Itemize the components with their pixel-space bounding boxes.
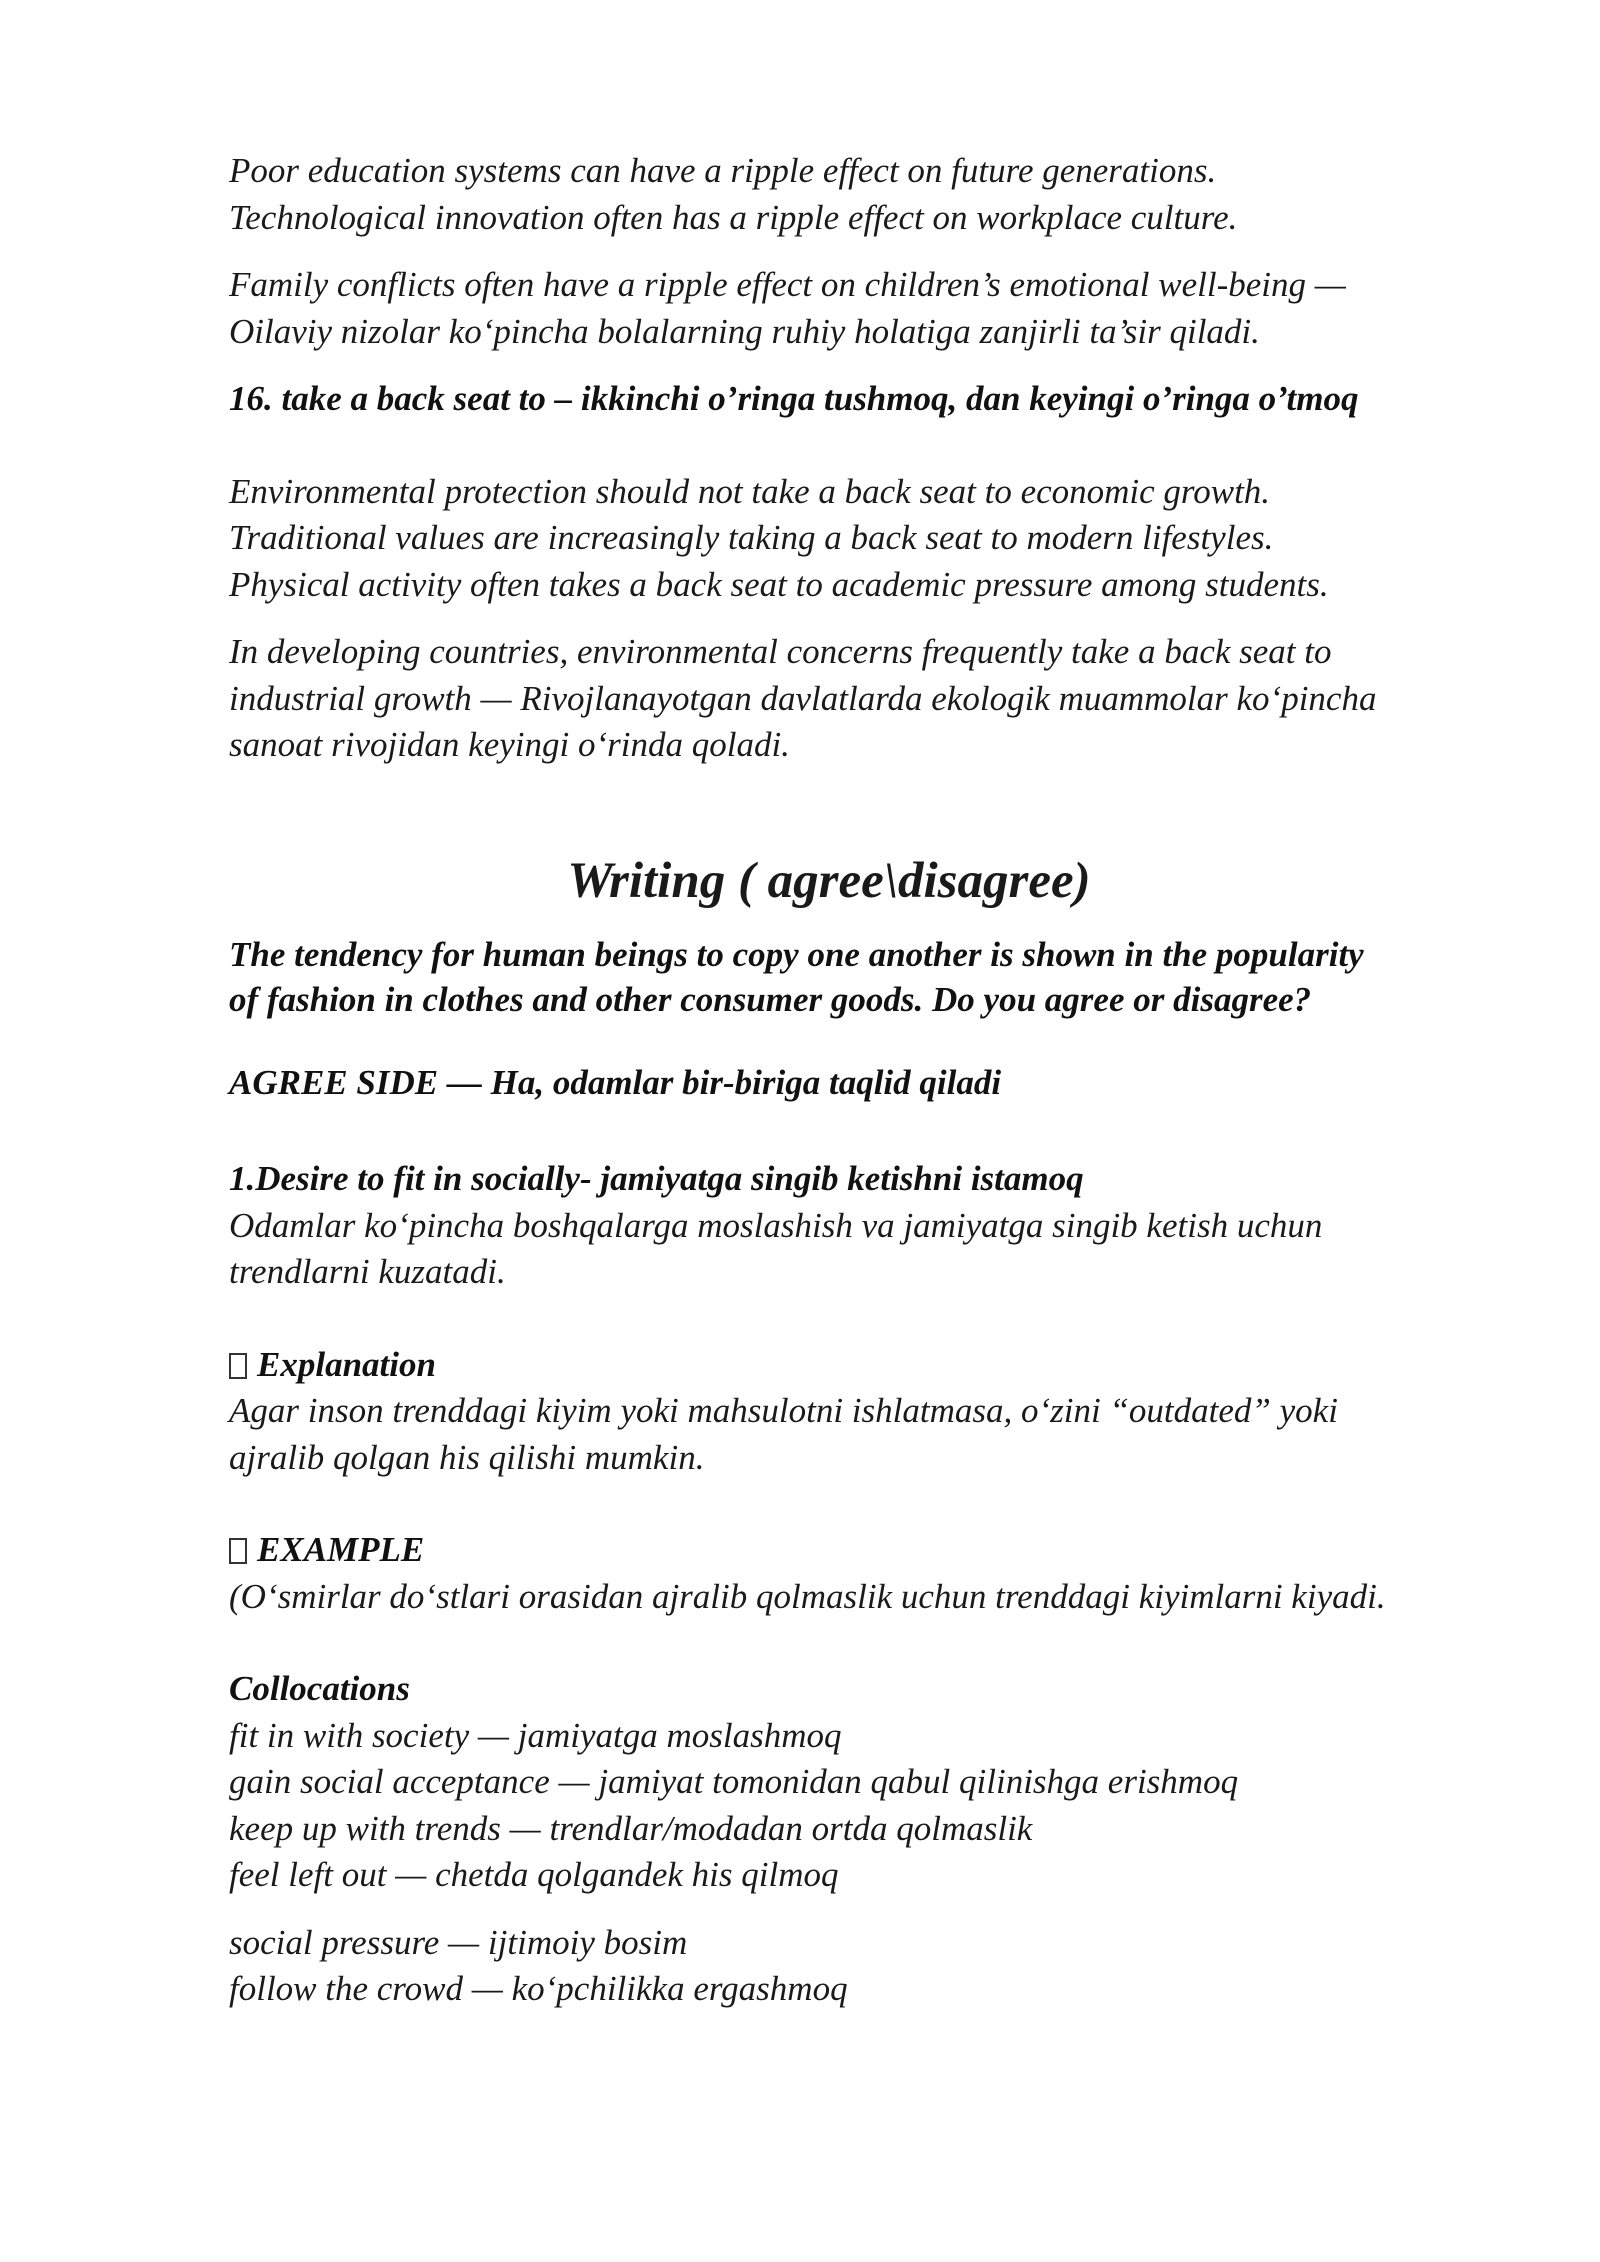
explanation-text: Agar inson trenddagi kiyim yoki mahsulotni ishlatmasa, o‘zini “outdated” yoki — [229, 1391, 1338, 1430]
explanation-block — [229, 1342, 1529, 1482]
point-1-text: Odamlar ko‘pincha boshqalarga moslashish va jamiyatga singib ketish uchun — [229, 1205, 1323, 1245]
point-1-heading: 1.Desire to fit in socially- jamiyatga singib ketishni istamoq — [229, 1159, 1084, 1198]
ripple-examples — [229, 148, 1529, 241]
ripple-translation — [229, 262, 1529, 355]
collocation-item: fit in with society — jamiyatga moslashmoq — [229, 1715, 842, 1755]
example-label: EXAMPLE — [257, 1530, 425, 1569]
item-16-heading-text: 16. take a back seat to – ikkinchi o’ringa tushmoq, dan keyingi o’ringa o’tmoq — [229, 379, 1359, 418]
collocation-item: gain social acceptance — jamiyat tomonidan qabul qilinishga erishmoq — [229, 1762, 1239, 1801]
collocation-item: feel left out — chetda qolgandek his qilmoq — [229, 1855, 839, 1894]
missing-glyph-icon — [229, 1353, 247, 1379]
example-block — [229, 1527, 1529, 1620]
item-16-heading — [229, 376, 1529, 423]
example-sentence: Family conflicts often have a ripple effect on children’s emotional well-being — — [229, 265, 1346, 304]
example-sentence: Technological innovation often has a ripple effect on workplace culture. — [229, 197, 1238, 237]
point-1 — [229, 1156, 1529, 1296]
example-text: (O‘smirlar do‘stlari orasidan ajralib qolmaslik uchun trenddagi kiyimlarni kiyadi. — [229, 1576, 1386, 1616]
document-page — [229, 148, 1529, 2013]
agree-side-heading — [229, 1060, 1529, 1107]
item-16-examples — [229, 469, 1529, 609]
point-1-text: trendlarni kuzatadi. — [229, 1252, 506, 1291]
explanation-heading — [229, 1342, 1529, 1389]
example-sentence: Traditional values are increasingly taking a back seat to modern lifestyles. — [229, 518, 1274, 557]
collocation-item: follow the crowd — ko‘pchilikka ergashmoq — [229, 1969, 848, 2008]
collocations-group-2 — [229, 1920, 1529, 2013]
example-sentence: Environmental protection should not take a back seat to economic growth. — [229, 471, 1271, 511]
example-sentence: Poor education systems can have a ripple effect on future generations. — [229, 151, 1217, 190]
translation-sentence: Oilaviy nizolar ko‘pincha bolalarning ruhiy holatiga zanjirli ta’sir qiladi. — [229, 311, 1260, 351]
example-heading — [229, 1527, 1529, 1574]
explanation-text: ajralib qolgan his qilishi mumkin. — [229, 1437, 705, 1477]
prompt-line: The tendency for human beings to copy one another is shown in the popularity — [229, 934, 1364, 974]
collocations-block — [229, 1666, 1529, 1899]
collocation-item: social pressure — ijtimoiy bosim — [229, 1922, 688, 1962]
writing-prompt — [229, 932, 1529, 1022]
item-16-translation — [229, 629, 1529, 769]
agree-side-text: AGREE SIDE — Ha, odamlar bir-biriga taqlid qiladi — [229, 1062, 1002, 1102]
missing-glyph-icon — [229, 1538, 247, 1564]
translation-sentence: sanoat rivojidan keyingi o‘rinda qoladi. — [229, 725, 790, 764]
collocation-item: keep up with trends — trendlar/modadan ortda qolmaslik — [229, 1808, 1033, 1848]
writing-title: Writing ( agree\disagree) — [567, 852, 1091, 909]
prompt-line: of fashion in clothes and other consumer goods. Do you agree or disagree? — [229, 979, 1312, 1019]
translation-sentence: industrial growth — Rivojlanayotgan davlatlarda ekologik muammolar ko‘pincha — [229, 678, 1377, 718]
translation-sentence: In developing countries, environmental concerns frequently take a back seat to — [229, 632, 1332, 671]
example-sentence: Physical activity often takes a back seat to academic pressure among students. — [229, 564, 1329, 604]
explanation-label: Explanation — [257, 1344, 436, 1384]
collocations-heading: Collocations — [229, 1669, 410, 1708]
